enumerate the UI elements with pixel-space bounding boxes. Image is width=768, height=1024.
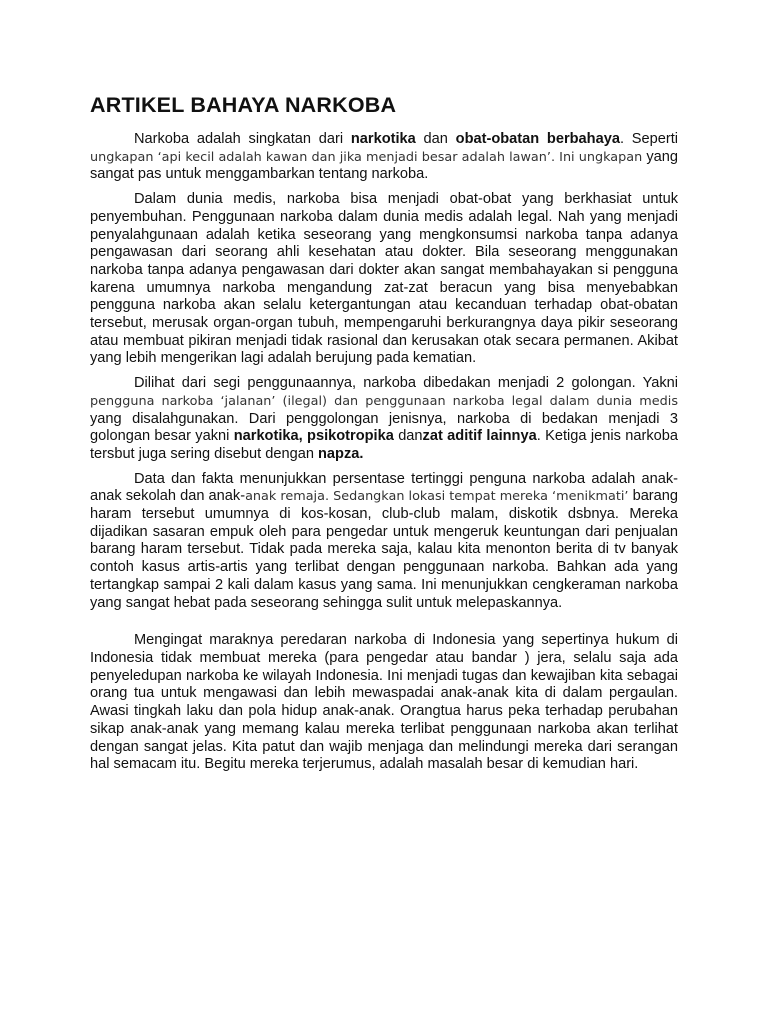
- paragraph-4-alt-font-text: anak remaja. Sedangkan lokasi tempat mereka ‘menikmati’: [245, 489, 629, 505]
- paragraph-3-bold-zat-aditif: zat aditif lainnya: [422, 428, 537, 445]
- paragraph-1: [90, 131, 678, 184]
- page-title: ARTIKEL BAHAYA NARKOBA: [90, 93, 397, 117]
- paragraph-1-bold-obat: obat-obatan berbahaya: [455, 131, 620, 147]
- paragraph-3-text-1: Dilihat dari segi penggunaannya, narkoba dibedakan menjadi 2 golongan. Yakni: [134, 375, 678, 392]
- paragraph-4: [90, 471, 678, 613]
- paragraph-1-text-4: yang sangat pas untuk menggambarkan tentang narkoba.: [90, 148, 678, 183]
- paragraph-3-text-4: . Ketiga jenis narkoba tersbut juga sering disebut dengan: [90, 428, 678, 462]
- paragraph-3-text-2: yang disalahgunakan. Dari penggolongan jenisnya, narkoba di bedakan menjadi 3 golongan besar yakni: [90, 410, 678, 445]
- paragraph-2: Dalam dunia medis, narkoba bisa menjadi obat-obat yang berkhasiat untuk penyembuhan. Penggunaan narkoba dalam dunia medis adalah legal. Nah yang menjadi penyalahgunaan adalah ketika seseorang yang mengkonsumsi narkoba tanpa adanya pengawasan dari seorang ahli kesehatan atau dokter. Bila seseorang menggunakan narkoba tanpa adanya pengawasan dari dokter akan sangat membahayakan si pengguna karena umumnya narkoba mengandung zat-zat beracun yang bisa menyebabkan pengguna narkoba akan selalu ketergantungan atau kecanduan terhadap obat-obatan tersebut, merusak organ-organ tubuh, mempengaruhi berkurangnya daya pikir seseorang atau membuat pikiran menjadi tidak rasional dan kerusakan otak secara permanen. Akibat yang lebih mengerikan lagi adalah berujung pada kematian.: [90, 191, 678, 367]
- paragraph-3-alt-font-text: pengguna narkoba ‘jalanan’ (ilegal) dan penggunaan narkoba legal dalam dunia medis: [90, 393, 678, 409]
- paragraph-1-text-2: dan: [415, 131, 456, 147]
- paragraph-5: Mengingat maraknya peredaran narkoba di Indonesia yang sepertinya hukum di Indonesia tidak membuat mereka (para pengedar atau bandar ) jera, selalu saja ada penyeledupan narkoba ke wilayah Indonesia. Ini menjadi tugas dan kewajiban kita sebagai orang tua untuk mengawasi dan lebih mewaspadai anak-anak kita di dalam pergaulan. Awasi tingkah laku dan pola hidup anak-anak. Orangtua harus peka terhadap perubahan sikap anak-anak yang memang kalau mereka terlibat penggunaan narkoba akan terlihat dengan sangat jelas. Kita patut dan wajib menjaga dan melindungi mereka dari serangan hal semacam itu. Begitu mereka terjerumus, adalah masalah besar di kemudian hari.: [90, 632, 678, 773]
- paragraph-1-bold-narkotika: narkotika: [350, 131, 416, 147]
- paragraph-3-bold-napza: napza.: [318, 445, 364, 462]
- paragraph-4-text-2: barang haram tersebut umumnya di kos-kosan, club-club malam, diskotik dsbnya. Mereka dijadikan sasaran empuk oleh para pengedar untuk mengeruk keuntungan dari penjualan barang haram tersebut. Tidak pada mereka saja, kalau kita menonton berita di tv banyak contoh kasus artis-artis yang terlibat dengan penggunaan narkoba. Bahkan ada yang tertangkap sampai 2 kali dalam kasus yang sama. Ini menunjukkan cengkeraman narkoba yang sangat hebat pada seseorang sehingga sulit untuk melepaskannya.: [90, 488, 679, 611]
- document-page: [90, 92, 678, 781]
- paragraph-3-text-3: dan: [393, 428, 423, 445]
- paragraph-1-text-1: Narkoba adalah singkatan dari: [134, 131, 351, 147]
- paragraph-1-alt-font-text: ungkapan ‘api kecil adalah kawan dan jika menjadi besar adalah lawan’. Ini ungkapan: [90, 149, 643, 165]
- paragraph-3: [90, 375, 678, 464]
- paragraph-3-bold-golongan: narkotika, psikotropika: [233, 428, 394, 445]
- paragraph-4-text-1: Data dan fakta menunjukkan persentase tertinggi penguna narkoba adalah anak-anak sekolah dan anak-: [90, 470, 678, 505]
- paragraph-1-text-3: . Seperti: [619, 131, 678, 147]
